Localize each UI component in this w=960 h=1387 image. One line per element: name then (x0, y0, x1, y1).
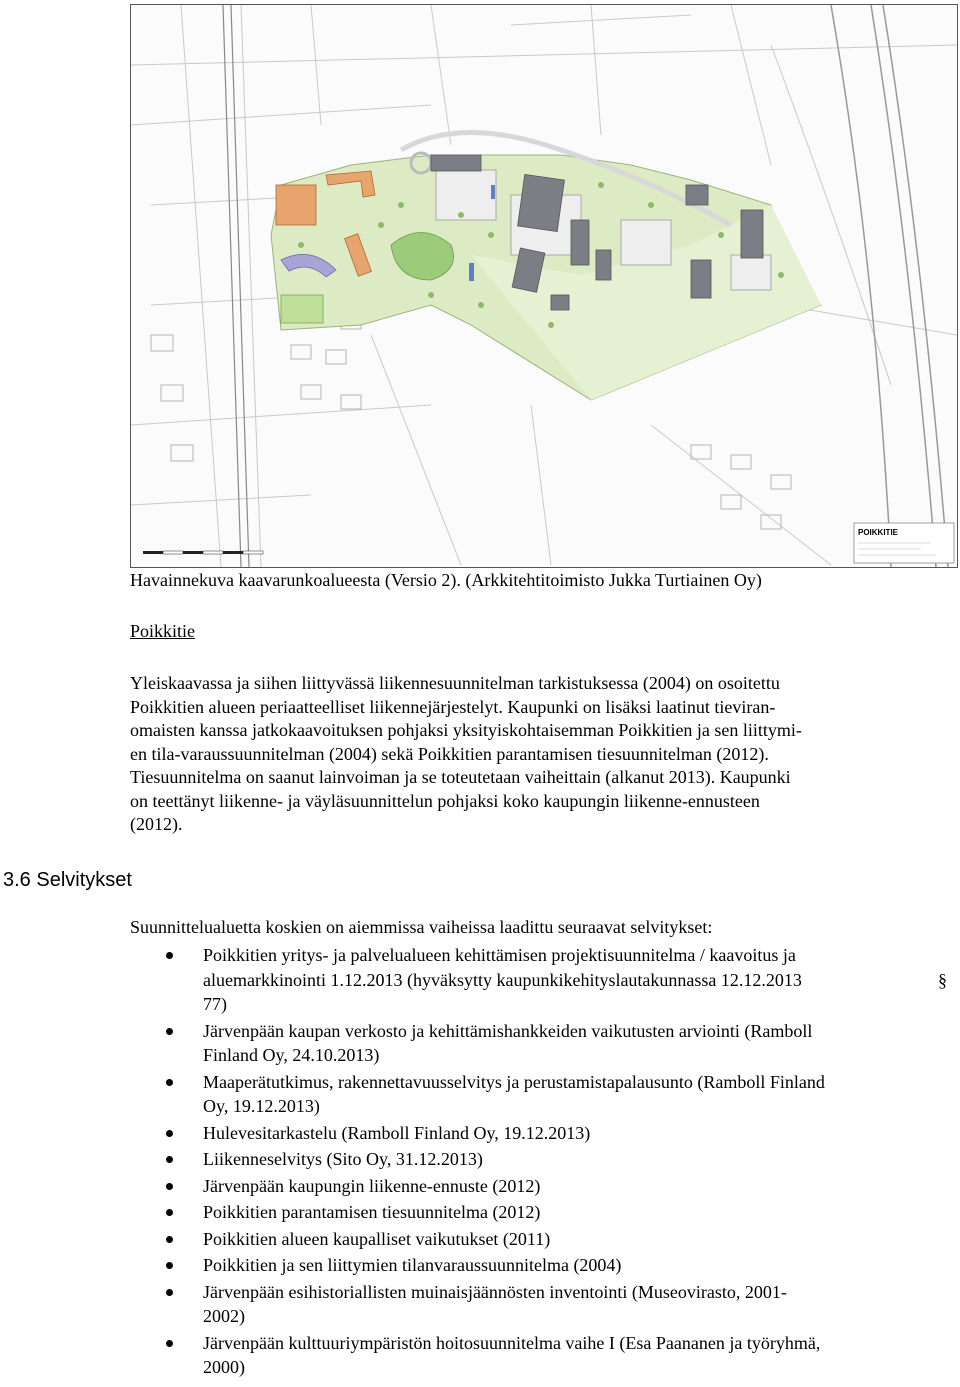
list-item: Liikenneselvitys (Sito Oy, 31.12.2013) (130, 1147, 960, 1172)
bullet-icon (166, 1130, 173, 1137)
paragraph-line: (2012). (130, 814, 183, 834)
paragraph-line: en tila-varaussuunnitelman (2004) sekä Poikkitien parantamisen tiesuunnitelman (2012). (130, 743, 769, 764)
figure-caption: Havainnekuva kaavarunkoalueesta (Versio 2). (Arkkitehtitoimisto Jukka Turtiainen Oy) (130, 570, 762, 590)
railway-corridor (223, 5, 249, 567)
list-item: Järvenpään kaupan verkosto ja kehittämishankkeiden vaikutusten arviointi (Ramboll Finland Oy, 24.10.2013) (130, 1019, 960, 1068)
site-plan-illustration (130, 4, 958, 568)
section-heading: 3.6 Selvitykset (3, 869, 132, 891)
list-item: Järvenpään kulttuuriympäristön hoitosuunnitelma vaihe I (Esa Paananen ja työryhmä, 2000) (130, 1331, 960, 1380)
section-intro: Suunnittelualuetta koskien on aiemmissa vaiheissa laadittu seuraavat selvitykset: (130, 917, 713, 937)
list-item: Poikkitien ja sen liittymien tilanvaraussuunnitelma (2004) (130, 1253, 960, 1278)
bullet-icon (166, 1340, 173, 1347)
paragraph-line: on teettänyt liikenne- ja väyläsuunnittelun pohjaksi koko kaupungin liikenne-ennusteen (130, 790, 760, 811)
site-plan-drawing (131, 5, 957, 567)
paragraph-line: Poikkitien alueen periaatteelliset liikennejärjestelyt. Kaupunki on lisäksi laatinut tieviran- (130, 696, 776, 717)
paragraph-poikkitie (130, 672, 960, 837)
bullet-icon (166, 1209, 173, 1216)
studies-list (130, 943, 960, 1382)
list-item: Järvenpään kaupungin liikenne-ennuste (2012) (130, 1174, 960, 1199)
list-item: Poikkitien alueen kaupalliset vaikutukset (2011) (130, 1227, 960, 1252)
section-mark: § (938, 969, 947, 990)
list-item: Järvenpään esihistoriallisten muinaisjäännösten inventointi (Museovirasto, 2001- 2002) (130, 1280, 960, 1329)
list-item: Poikkitien yritys- ja palvelualueen kehittämisen projektisuunnitelma / kaavoitus ja aluemarkkinointi 1.12.2013 (hyväksytty kaupunkikehityslautakunnassa 12.12.2013 § 77) (130, 943, 960, 1017)
bullet-icon (166, 1079, 173, 1086)
map-title-label: POIKKITIE (858, 528, 899, 537)
list-item: Poikkitien parantamisen tiesuunnitelma (2012) (130, 1200, 960, 1225)
bullet-icon (166, 1156, 173, 1163)
paragraph-line: omaisten kanssa jatkokaavoituksen pohjaksi yksityiskohtaisemman Poikkitien ja sen liittymi- (130, 720, 802, 740)
bullet-icon (166, 1236, 173, 1243)
bullet-icon (166, 952, 173, 959)
subheading-poikkitie: Poikkitie (130, 621, 196, 641)
sports-field (281, 295, 323, 323)
motorway (831, 5, 948, 567)
list-item: Maaperätutkimus, rakennettavuusselvitys ja perustamistapalausunto (Ramboll Finland Oy, 19.12.2013) (130, 1070, 960, 1119)
bullet-icon (166, 1183, 173, 1190)
paragraph-line: Tiesuunnitelma on saanut lainvoiman ja se toteutetaan vaiheittain (alkanut 2013). Kaupunki (130, 767, 791, 787)
list-item: Hulevesitarkastelu (Ramboll Finland Oy, 19.12.2013) (130, 1121, 960, 1146)
paragraph-line: Yleiskaavassa ja siihen liittyvässä liikennesuunnitelman tarkistuksessa (2004) on osoitettu (130, 673, 780, 693)
scale-bar (143, 551, 263, 554)
bullet-icon (166, 1028, 173, 1035)
bullet-icon (166, 1289, 173, 1296)
bullet-icon (166, 1262, 173, 1269)
